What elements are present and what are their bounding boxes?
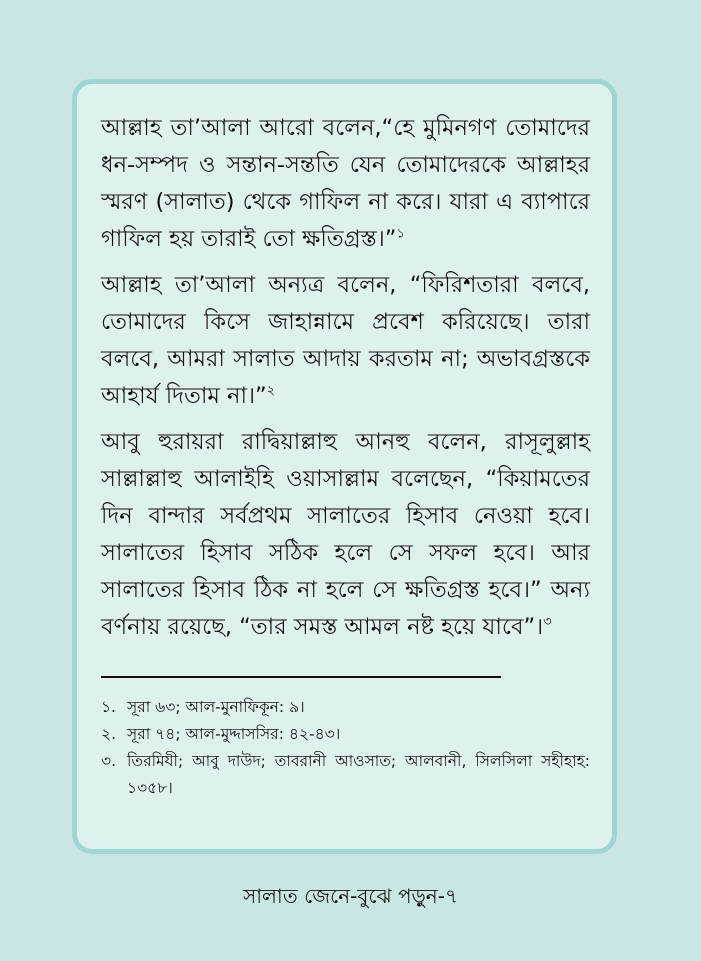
paragraph-2-text: আল্লাহ তা’আলা অন্যত্র বলেন, “ফিরিশতারা বলবে, তোমাদের কিসে জাহান্নামে প্রবেশ করিয়েছে। তারা বলবে, আমরা সালাত আদায় করতাম না; অভাবগ্রস্তকে আহার্য দিতাম না।”: [101, 272, 590, 409]
footnote-item: [101, 748, 590, 802]
footnote-text: সূরা ৭৪; আল-মুদ্দাসসির: ৪২-৪৩।: [127, 725, 341, 743]
footnote-item: [101, 694, 590, 721]
paragraph-3: [101, 424, 590, 646]
page-footer: সালাত জেনে-বুঝে পড়ুন-৭: [243, 884, 458, 908]
footnote-number: ৩.: [101, 752, 117, 770]
paragraph-3-text: আবু হুরায়রা রাদ্বিয়াল্লাহু আনহু বলেন, রাসূলুল্লাহ সাল্লাল্লাহু আলাইহি ওয়াসাল্লাম বলেছেন, “কিয়ামতের দিন বান্দার সর্বপ্রথম সালাতের হিসাব নেওয়া হবে। সালাতের হিসাব সঠিক হলে সে সফল হবে। আর সালাতের হিসাব ঠিক না হলে সে ক্ষতিগ্রস্ত হবে।” অন্য বর্ণনায় রয়েছে, “তার সমস্ত আমল নষ্ট হয়ে যাবে”।: [101, 429, 590, 640]
footnote-divider: [101, 676, 501, 678]
paragraph-1: [101, 110, 590, 258]
footnote-list: [101, 694, 590, 802]
footnote-item: [101, 721, 590, 748]
paragraph-1-text: আল্লাহ তা’আলা আরো বলেন,“হে মুমিনগণ তোমাদের ধন-সম্পদ ও সন্তান-সন্ততি যেন তোমাদেরকে আল্লাহর স্মরণ (সালাত) থেকে গাফিল না করে। যারা এ ব্যাপারে গাফিল হয় তারাই তো ক্ষতিগ্রস্ত।”: [101, 115, 590, 252]
footnote-number: ১.: [101, 698, 116, 716]
paragraph-2: [101, 267, 590, 415]
footnote-ref-1: ১: [396, 226, 405, 242]
footnote-ref-2: ২: [266, 383, 276, 399]
footnote-number: ২.: [101, 725, 117, 743]
footnote-text: সূরা ৬৩; আল-মুনাফিকূন: ৯।: [127, 698, 305, 716]
footnote-text: তিরমিযী; আবু দাউদ; তাবরানী আওসাত; আলবানী, সিলসিলা সহীহাহ: ১৩৫৮।: [127, 752, 590, 797]
content-card: [72, 79, 617, 854]
footnote-ref-3: ৩: [543, 614, 552, 630]
